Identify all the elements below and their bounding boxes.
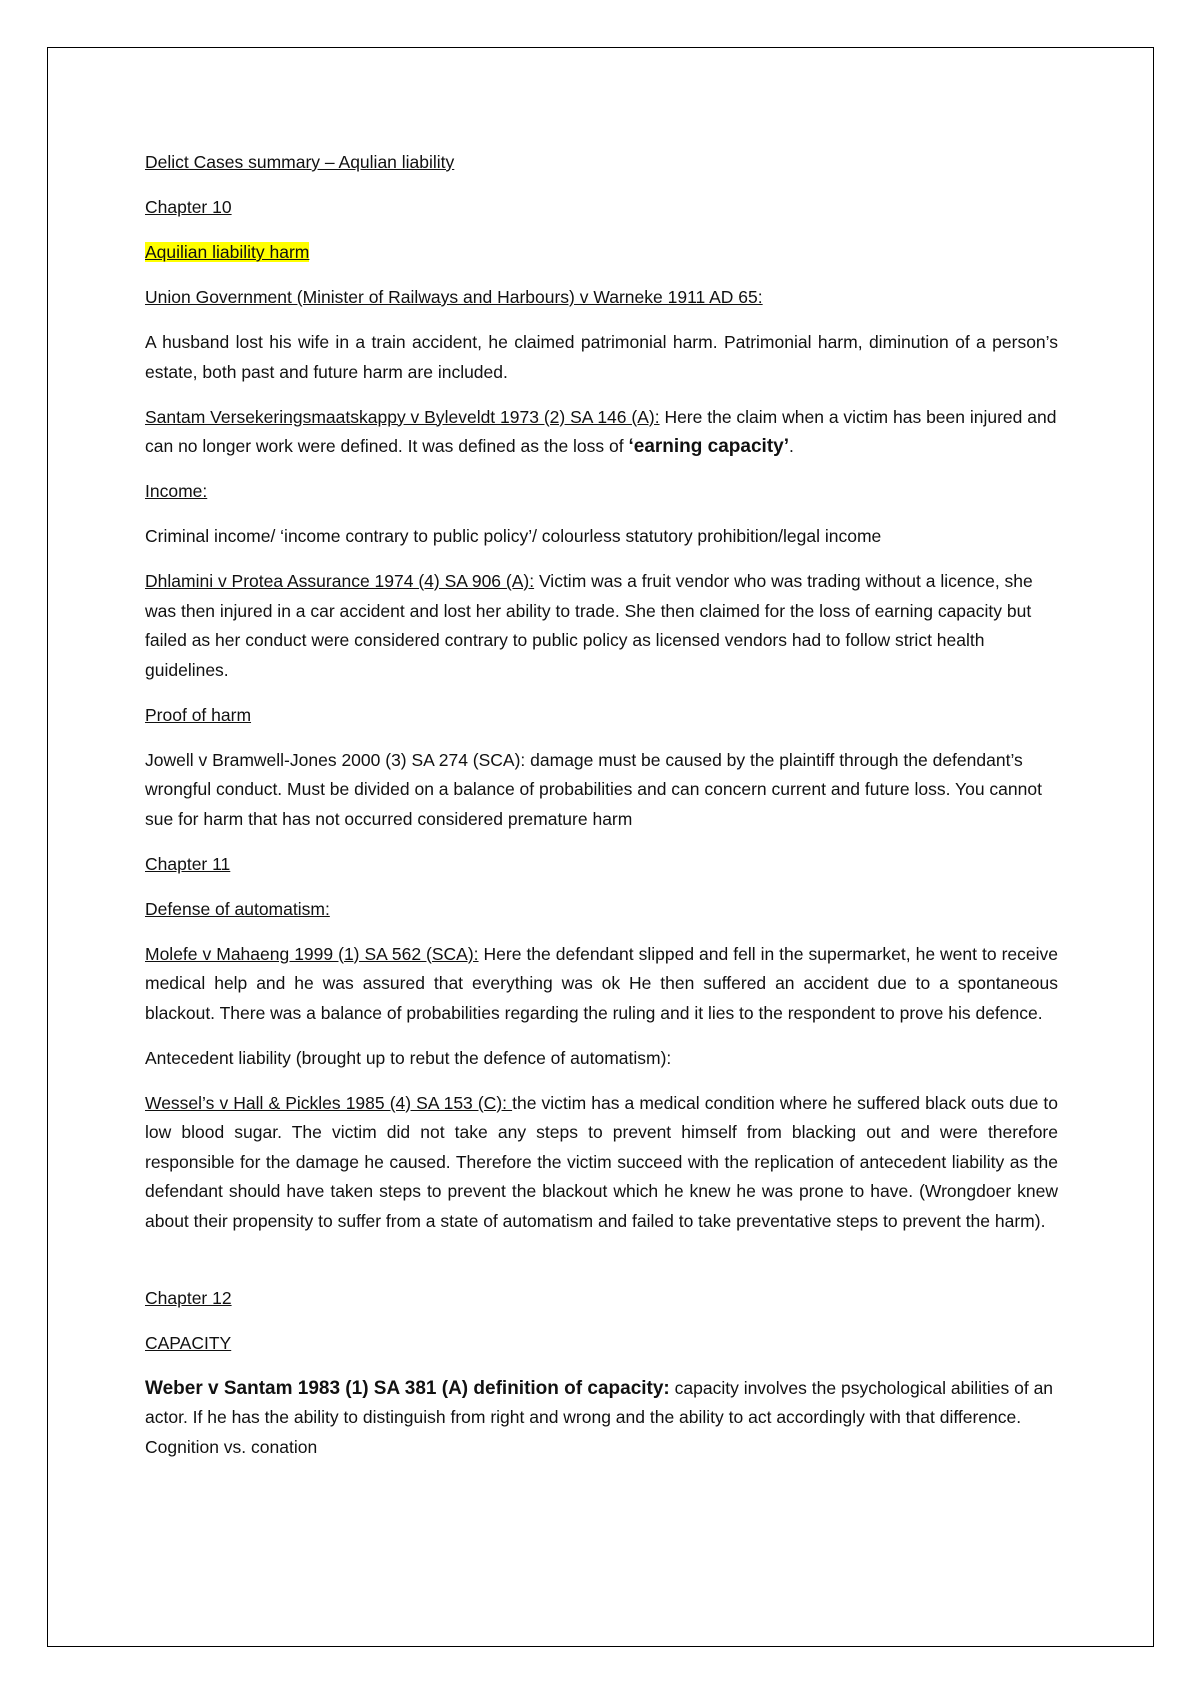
chapter-12-subheading: [145, 1329, 1058, 1359]
case-warneke-name: Union Government (Minister of Railways and Harbours) v Warneke 1911 AD 65:: [145, 287, 763, 307]
chapter-11-heading: [145, 850, 1058, 880]
case-weber-text: capacity involves the psychological abilities of an actor. If he has the ability to distinguish from right and wrong and the ability to act accordingly with that difference. Cognition vs. conation: [145, 1377, 1054, 1457]
proof-of-harm-text: Jowell v Bramwell-Jones 2000 (3) SA 274 (SCA): damage must be caused by the plaintiff through the defendant’s wrongful conduct. Must be divided on a balance of probabilities and can concern current and future loss. You cannot sue for harm that has not occurred considered premature harm: [145, 749, 1042, 829]
case-wessels-name: Wessel’s v Hall & Pickles 1985 (4) SA 153 (C):: [145, 1092, 513, 1113]
case-molefe-paragraph: [145, 940, 1058, 1029]
case-byleveldt-end: .: [789, 436, 794, 456]
case-dhlamini-name: Dhlamini v Protea Assurance 1974 (4) SA 906 (A):: [145, 571, 535, 591]
case-dhlamini-text: Victim was a fruit vendor who was trading without a licence, she was then injured in a car accident and lost her ability to trade. She then claimed for the loss of earning capacity but failed as her conduct were considered contrary to public policy as licensed vendors had to follow strict health guidelines.: [145, 571, 1033, 680]
case-molefe-text: Here the defendant slipped and fell in the supermarket, he went to receive medical help and he was assured that everything was ok He then suffered an accident due to a spontaneous blackout. There was a balance of probabilities regarding the ruling and it lies to the respondent to prove his defence.: [145, 943, 1058, 1023]
income-heading: [145, 477, 1058, 507]
spacer: [145, 1252, 1058, 1284]
document-title-text: Delict Cases summary – Aqulian liability: [145, 152, 455, 172]
chapter-12-subheading-text: CAPACITY: [145, 1332, 232, 1353]
case-dhlamini-paragraph: [145, 567, 1058, 685]
document-title: [145, 148, 1058, 178]
chapter-10-subheading-text: Aquilian liability harm: [145, 242, 310, 262]
case-weber-name: Weber v Santam 1983 (1) SA 381 (A) definition of capacity:: [145, 1377, 670, 1399]
case-warneke-text: A husband lost his wife in a train accident, he claimed patrimonial harm. Patrimonial harm, diminution of a person’s estate, both past and future harm are included.: [145, 332, 1058, 382]
case-byleveldt-name: Santam Versekeringsmaatskappy v Byleveldt 1973 (2) SA 146 (A):: [145, 406, 660, 427]
case-warneke-heading: [145, 283, 1058, 313]
case-byleveldt-emphasis: ‘earning capacity’: [628, 436, 789, 457]
case-wessels-paragraph: [145, 1089, 1058, 1237]
case-byleveldt-paragraph: [145, 403, 1058, 462]
chapter-11-subheading-text: Defense of automatism:: [145, 898, 330, 919]
document-body: [145, 148, 1058, 1478]
chapter-10-heading: [145, 193, 1058, 223]
chapter-12-heading: [145, 1284, 1058, 1314]
proof-of-harm-heading-text: Proof of harm: [145, 704, 252, 725]
proof-of-harm-heading: [145, 701, 1058, 731]
case-molefe-name: Molefe v Mahaeng 1999 (1) SA 562 (SCA):: [145, 943, 479, 964]
income-text: Criminal income/ ‘income contrary to public policy’/ colourless statutory prohibition/legal income: [145, 526, 882, 546]
chapter-10-subheading: [145, 238, 1058, 268]
chapter-12-heading-text: Chapter 12: [145, 1287, 232, 1308]
chapter-10-heading-text: Chapter 10: [145, 197, 232, 217]
income-heading-text: Income:: [145, 481, 208, 501]
chapter-11-heading-text: Chapter 11: [145, 853, 231, 874]
case-wessels-text: the victim has a medical condition where he suffered black outs due to low blood sugar. The victim did not take any steps to prevent himself from blacking out and were therefore responsible for the damage he caused. Therefore the victim succeed with the replication of antecedent liability as the defendant should have taken steps to prevent the blackout which he knew he was prone to have. (Wrongdoer knew about their propensity to suffer from a state of automatism and failed to take preventative steps to prevent the harm).: [145, 1092, 1058, 1231]
antecedent-liability-text: Antecedent liability (brought up to rebut the defence of automatism):: [145, 1047, 672, 1068]
case-byleveldt-text: Here the claim when a victim has been injured and can no longer work were defined. It was defined as the loss of: [145, 406, 1057, 456]
chapter-11-subheading: [145, 895, 1058, 925]
case-weber-paragraph: [145, 1374, 1058, 1463]
